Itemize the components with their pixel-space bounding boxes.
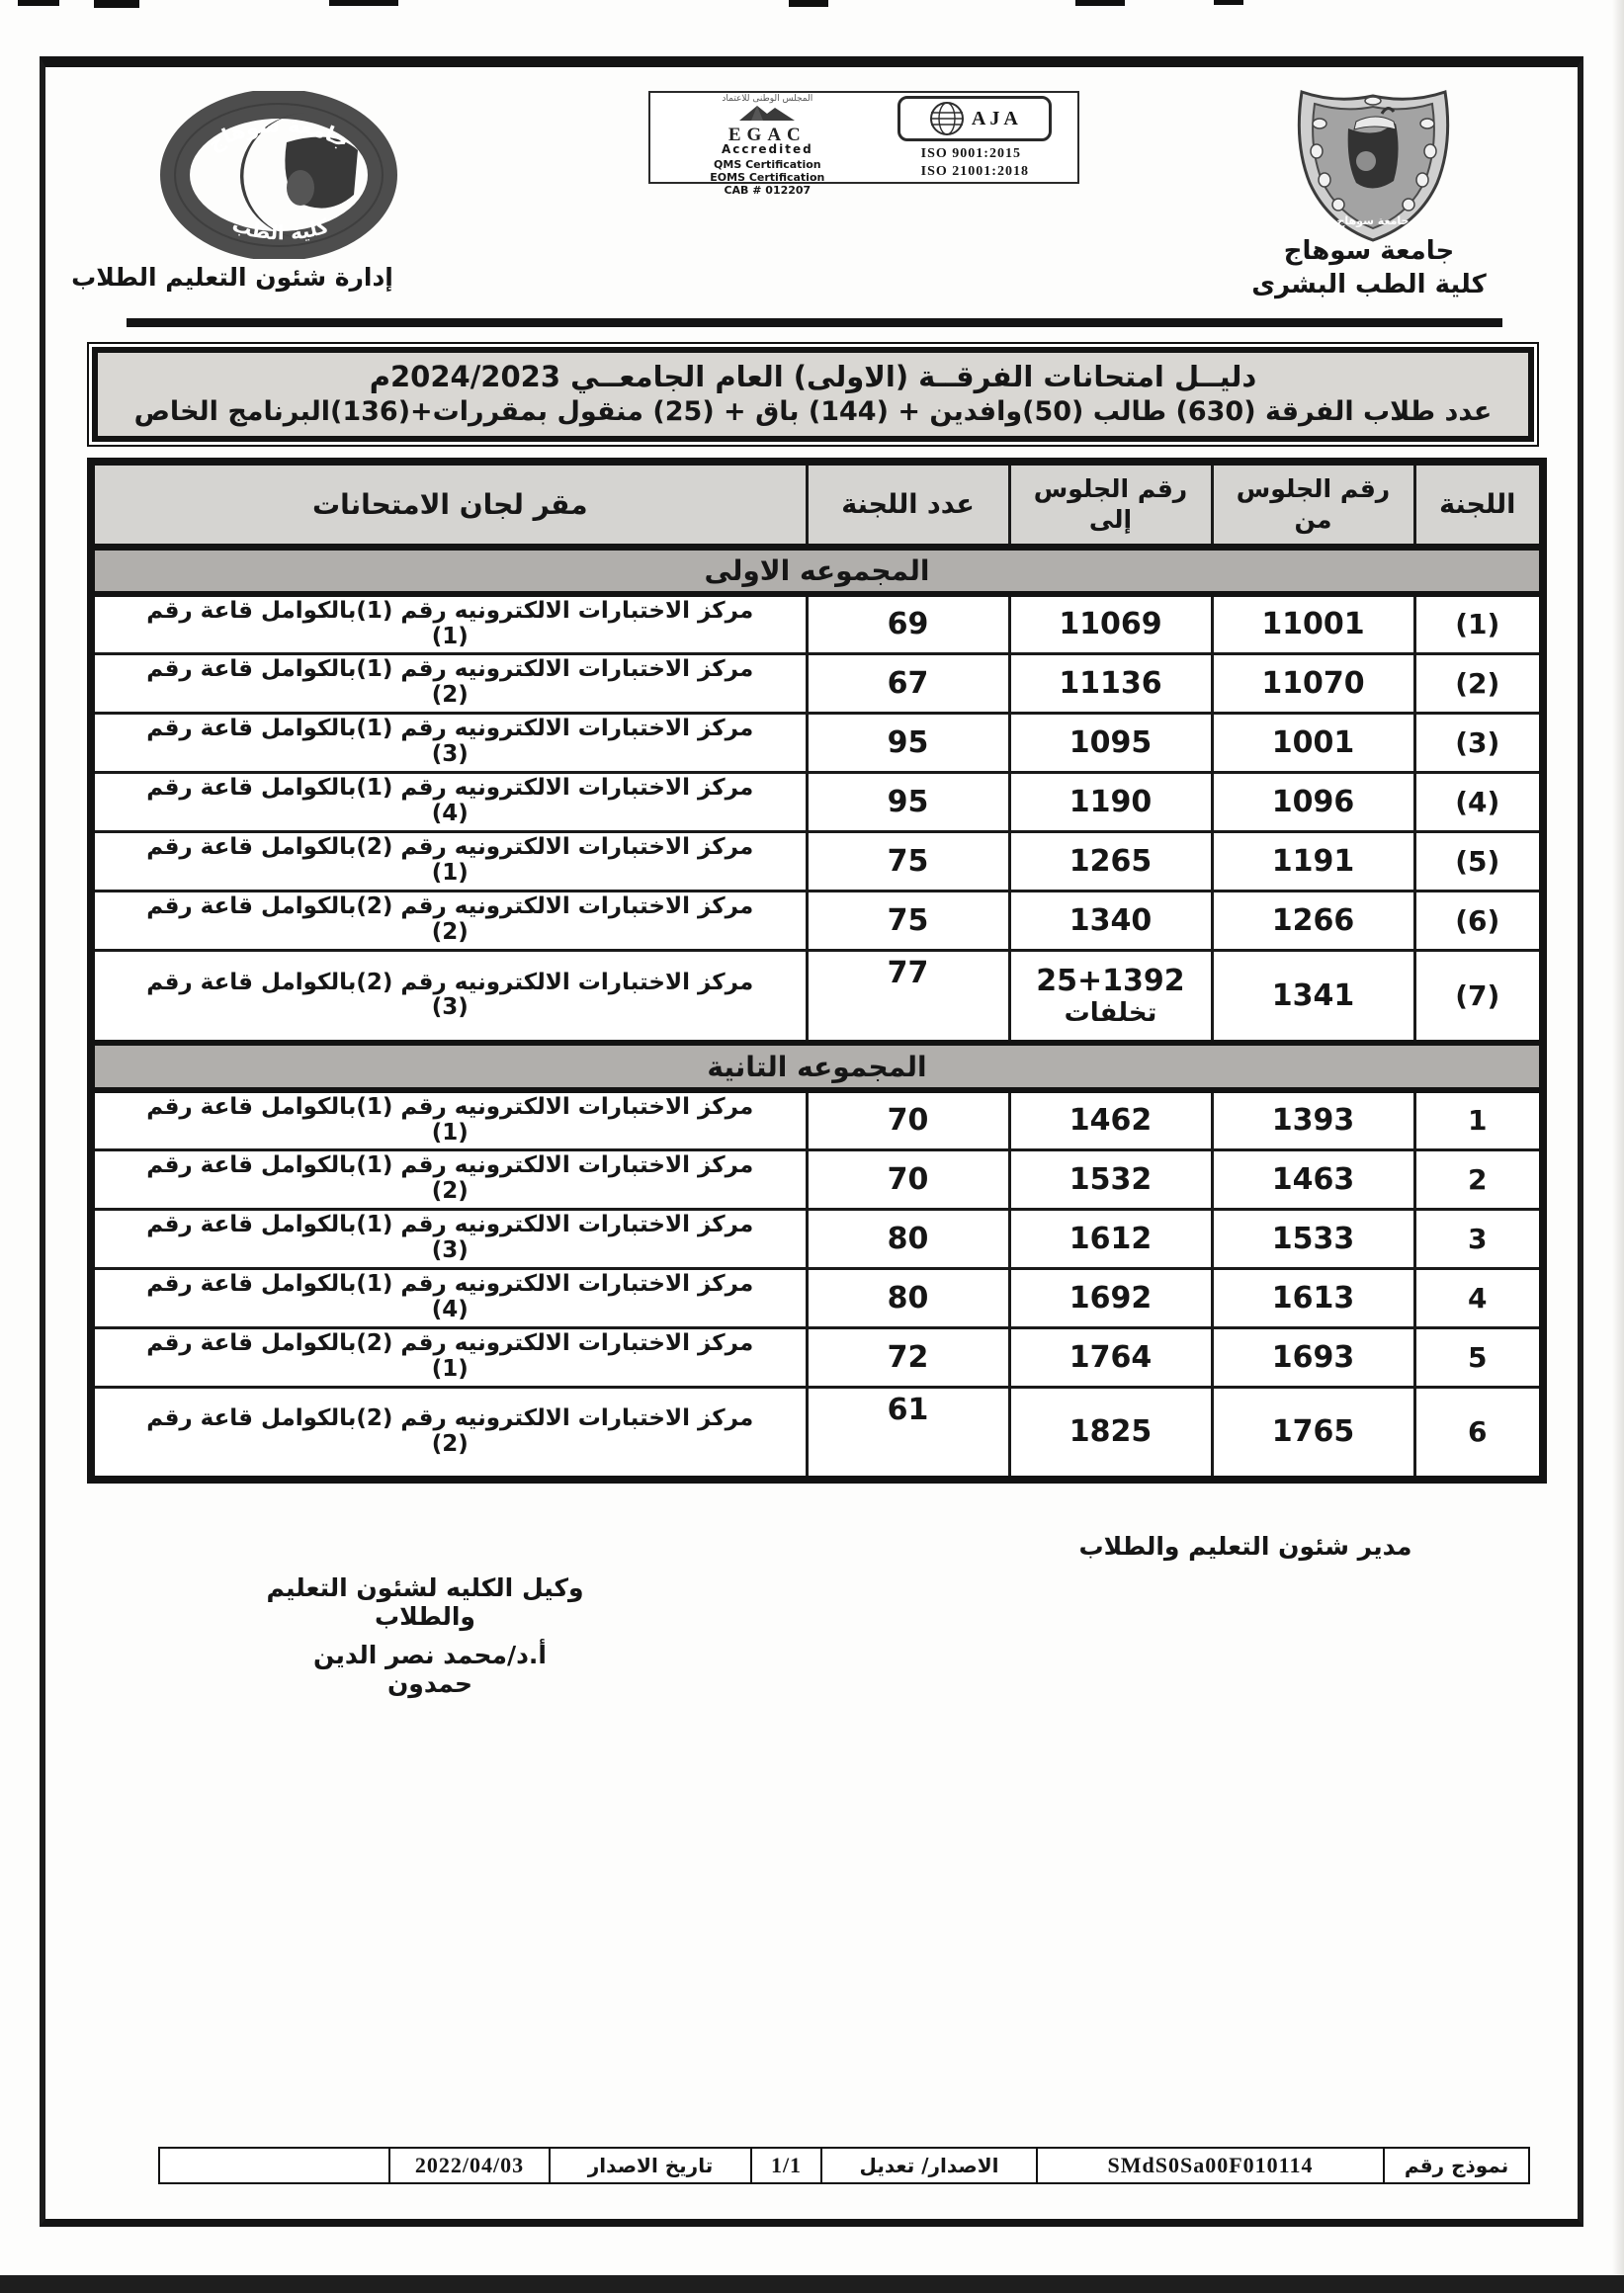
seat-from-cell: 1001 xyxy=(1212,713,1414,772)
table-row xyxy=(91,1209,1543,1268)
seat-to-value: 1340 xyxy=(1068,902,1153,938)
venue-hall-number: (2) xyxy=(431,919,469,945)
venue-text: مركز الاختبارات الالكترونيه رقم (1)بالكوامل قاعة رقم xyxy=(146,1271,754,1298)
seat-from-cell: 1613 xyxy=(1212,1268,1414,1327)
committee-count-cell: 69 xyxy=(807,594,1009,653)
committee-count-cell: 75 xyxy=(807,891,1009,950)
committee-number-cell: (3) xyxy=(1414,713,1543,772)
venue-hall-number: (1) xyxy=(431,1356,469,1382)
committee-count-cell: 67 xyxy=(807,653,1009,713)
aja-title: AJA xyxy=(971,107,1022,129)
exam-table-body xyxy=(91,547,1543,1480)
scan-artifact xyxy=(329,0,398,6)
seat-to-cell xyxy=(1009,713,1212,772)
student-count-subtitle: عدد طلاب الفرقة (630) طالب (50)وافدين + (144) باق + (25) منقول بمقررات+(136)البرنامج الخاص xyxy=(133,396,1493,427)
department-label: إدارة شئون التعليم الطلاب xyxy=(71,263,393,292)
egac-logo xyxy=(656,94,879,198)
venue-hall-number: (2) xyxy=(431,1178,469,1204)
table-row xyxy=(91,1090,1543,1149)
seat-to-cell xyxy=(1009,1090,1212,1149)
venue-text: مركز الاختبارات الالكترونيه رقم (1)بالكوامل قاعة رقم xyxy=(146,716,754,742)
seat-to-value: 1825 xyxy=(1068,1414,1153,1450)
venue-cell xyxy=(91,1327,807,1387)
seat-from-cell: 1393 xyxy=(1212,1090,1414,1149)
seat-to-cell xyxy=(1009,950,1212,1043)
venue-hall-number: (3) xyxy=(431,741,469,767)
venue-hall-number: (1) xyxy=(431,1119,469,1146)
signature-vice-dean-name: أ.د/محمد نصر الدين حمدون xyxy=(313,1641,547,1698)
committee-number-cell: (6) xyxy=(1414,891,1543,950)
seat-to-cell xyxy=(1009,1149,1212,1209)
venue-hall-number: (4) xyxy=(431,1297,469,1322)
venue-hall-number: (2) xyxy=(431,1430,469,1457)
committee-number-cell: (1) xyxy=(1414,594,1543,653)
seat-from-cell: 1533 xyxy=(1212,1209,1414,1268)
venue-cell xyxy=(91,653,807,713)
seat-from-cell: 1341 xyxy=(1212,950,1414,1043)
faculty-shield-logo xyxy=(1287,84,1460,244)
table-row xyxy=(91,1149,1543,1209)
faculty-name: كلية الطب البشرى xyxy=(1251,269,1487,299)
venue-text: مركز الاختبارات الالكترونيه رقم (1)بالكوامل قاعة رقم xyxy=(146,1094,754,1120)
committee-count-cell: 72 xyxy=(807,1327,1009,1387)
venue-cell xyxy=(91,891,807,950)
table-row xyxy=(91,950,1543,1043)
seat-from-line1: رقم الجلوس xyxy=(1236,474,1391,503)
committee-count-cell: 80 xyxy=(807,1209,1009,1268)
exam-guide-title: دليــل امتحانات الفرقــة (الاولى) العام الجامعــي 2024/2023م xyxy=(369,360,1257,393)
seat-from-cell: 11070 xyxy=(1212,653,1414,713)
form-number-label: نموذج رقم xyxy=(1383,2149,1528,2182)
scan-bottom-band xyxy=(0,2275,1624,2293)
venue-text: مركز الاختبارات الالكترونيه رقم (2)بالكوامل قاعة رقم xyxy=(146,893,754,920)
seat-from-cell: 1266 xyxy=(1212,891,1414,950)
scan-edge-streak xyxy=(1612,0,1624,2293)
seat-to-value: 25+1392 xyxy=(1036,963,1185,998)
venue-hall-number: (3) xyxy=(431,994,469,1021)
iso-line: ISO 9001:2015 xyxy=(920,146,1021,161)
egac-line: QMS Certification xyxy=(714,157,821,171)
venue-cell xyxy=(91,950,807,1043)
seat-from-cell: 1463 xyxy=(1212,1149,1414,1209)
venue-cell xyxy=(91,1268,807,1327)
seat-from-line2: من xyxy=(1294,505,1332,535)
committee-number-cell: 6 xyxy=(1414,1387,1543,1480)
seat-to-line2: إلى xyxy=(1088,505,1133,535)
exam-committees-table xyxy=(87,458,1547,1484)
venue-text: مركز الاختبارات الالكترونيه رقم (1)بالكوامل قاعة رقم xyxy=(146,1212,754,1238)
table-row xyxy=(91,831,1543,891)
seal-bottom-text: كلية الطب xyxy=(229,212,332,245)
egac-pyramid-icon xyxy=(735,104,799,122)
university-name: جامعة سوهاج xyxy=(1283,236,1455,266)
footer-empty-cell xyxy=(160,2149,388,2182)
seat-to-value: 1190 xyxy=(1068,784,1153,819)
group-band-row xyxy=(91,547,1543,594)
egac-subtitle: Accredited xyxy=(721,142,813,157)
venue-text: مركز الاختبارات الالكترونيه رقم (1)بالكوامل قاعة رقم xyxy=(146,1152,754,1179)
venue-cell xyxy=(91,594,807,653)
seat-to-value: 11069 xyxy=(1059,607,1162,642)
issue-date-label: تاريخ الاصدار xyxy=(549,2149,750,2182)
venue-hall-number: (4) xyxy=(431,801,469,826)
university-seal-logo xyxy=(160,91,397,259)
seat-to-value: 1612 xyxy=(1068,1221,1153,1256)
seat-from-cell: 1693 xyxy=(1212,1327,1414,1387)
seat-to-note: تخلفات xyxy=(1064,997,1157,1028)
committee-count-cell: 95 xyxy=(807,713,1009,772)
table-header-row xyxy=(91,462,1543,547)
committee-number-cell: 4 xyxy=(1414,1268,1543,1327)
iso-line: ISO 21001:2018 xyxy=(920,163,1029,179)
table-row xyxy=(91,1387,1543,1480)
venue-cell xyxy=(91,772,807,831)
seat-to-cell xyxy=(1009,653,1212,713)
table-row xyxy=(91,713,1543,772)
seat-to-value: 1532 xyxy=(1068,1161,1153,1197)
committee-count-cell: 70 xyxy=(807,1149,1009,1209)
seat-to-value: 1692 xyxy=(1068,1280,1153,1316)
form-number-value: SMdS0Sa00F010114 xyxy=(1036,2149,1383,2182)
table-row xyxy=(91,1268,1543,1327)
seat-to-value: 1265 xyxy=(1068,843,1153,879)
seat-to-cell xyxy=(1009,1209,1212,1268)
committee-count-cell: 61 xyxy=(807,1387,1009,1480)
globe-icon xyxy=(928,100,966,137)
committee-count-cell: 77 xyxy=(807,950,1009,1043)
aja-badge xyxy=(897,96,1052,141)
venue-cell xyxy=(91,1209,807,1268)
column-header-committee: اللجنة xyxy=(1414,462,1543,547)
venue-cell xyxy=(91,1090,807,1149)
committee-count-cell: 75 xyxy=(807,831,1009,891)
venue-cell xyxy=(91,1149,807,1209)
signature-vice-dean-title: وكيل الكليه لشئون التعليم والطلاب xyxy=(266,1573,584,1631)
seat-to-cell xyxy=(1009,594,1212,653)
scan-artifact xyxy=(1075,0,1125,6)
venue-hall-number: (1) xyxy=(431,860,469,886)
table-row xyxy=(91,772,1543,831)
aja-logo xyxy=(879,95,1071,180)
seat-to-cell xyxy=(1009,1268,1212,1327)
egac-line: EOMS Certification xyxy=(710,170,825,184)
seat-to-cell xyxy=(1009,831,1212,891)
column-header-venue: مقر لجان الامتحانات xyxy=(91,462,807,547)
seat-to-line1: رقم الجلوس xyxy=(1033,474,1188,503)
committee-number-cell: 1 xyxy=(1414,1090,1543,1149)
group-band-label: المجموعه الاولى xyxy=(91,547,1543,594)
egac-arabic-arc-text: المجلس الوطنى للاعتماد xyxy=(722,94,813,104)
committee-count-cell: 70 xyxy=(807,1090,1009,1149)
committee-count-cell: 95 xyxy=(807,772,1009,831)
venue-hall-number: (2) xyxy=(431,682,469,708)
table-row xyxy=(91,653,1543,713)
egac-title: EGAC xyxy=(727,125,807,146)
seat-from-cell: 1765 xyxy=(1212,1387,1414,1480)
committee-number-cell: 2 xyxy=(1414,1149,1543,1209)
venue-text: مركز الاختبارات الالكترونيه رقم (1)بالكوامل قاعة رقم xyxy=(146,775,754,802)
committee-number-cell: (4) xyxy=(1414,772,1543,831)
group-band-row xyxy=(91,1043,1543,1090)
committee-number-cell: (5) xyxy=(1414,831,1543,891)
revision-label: الاصدار/ تعديل xyxy=(820,2149,1036,2182)
scan-artifact xyxy=(18,0,59,6)
organization-title xyxy=(1211,235,1527,302)
egac-line: CAB # 012207 xyxy=(724,184,812,198)
seat-to-cell xyxy=(1009,1327,1212,1387)
table-row xyxy=(91,594,1543,653)
seat-to-value: 1462 xyxy=(1068,1103,1153,1139)
venue-text: مركز الاختبارات الالكترونيه رقم (1)بالكوامل قاعة رقم xyxy=(146,656,754,683)
venue-text: مركز الاختبارات الالكترونيه رقم (1)بالكوامل قاعة رقم xyxy=(146,598,754,624)
scan-artifact xyxy=(94,0,139,8)
header-divider-rule xyxy=(127,318,1502,327)
issue-date-value: 2022/04/03 xyxy=(388,2149,549,2182)
column-header-seat-from xyxy=(1212,462,1414,547)
seat-to-value: 1764 xyxy=(1068,1339,1153,1375)
column-header-seat-to xyxy=(1009,462,1212,547)
scan-artifact xyxy=(1214,0,1243,5)
certification-box xyxy=(648,91,1079,198)
seat-to-cell xyxy=(1009,1387,1212,1480)
shield-caption: جامعة سوهاج xyxy=(1336,214,1410,227)
scan-artifact xyxy=(789,0,828,7)
seat-from-cell: 11001 xyxy=(1212,594,1414,653)
table-row xyxy=(91,891,1543,950)
seat-to-cell xyxy=(1009,772,1212,831)
venue-cell xyxy=(91,1387,807,1480)
seat-from-cell: 1096 xyxy=(1212,772,1414,831)
seat-from-cell: 1191 xyxy=(1212,831,1414,891)
committee-number-cell: 3 xyxy=(1414,1209,1543,1268)
seat-to-value: 1095 xyxy=(1068,724,1153,760)
seat-to-value: 11136 xyxy=(1059,665,1162,701)
committee-count-cell: 80 xyxy=(807,1268,1009,1327)
exam-committees-table-wrap xyxy=(87,458,1539,1484)
column-header-count: عدد اللجنة xyxy=(807,462,1009,547)
signature-director: مدير شئون التعليم والطلاب xyxy=(1078,1532,1412,1561)
venue-text: مركز الاختبارات الالكترونيه رقم (2)بالكوامل قاعة رقم xyxy=(146,834,754,861)
group-band-label: المجموعه التانية xyxy=(91,1043,1543,1090)
venue-text: مركز الاختبارات الالكترونيه رقم (2)بالكوامل قاعة رقم xyxy=(146,969,754,995)
revision-value: 1/1 xyxy=(750,2149,820,2182)
venue-hall-number: (3) xyxy=(431,1237,469,1263)
committee-number-cell: 5 xyxy=(1414,1327,1543,1387)
venue-text: مركز الاختبارات الالكترونيه رقم (2)بالكوامل قاعة رقم xyxy=(146,1330,754,1357)
venue-cell xyxy=(91,713,807,772)
table-row xyxy=(91,1327,1543,1387)
committee-number-cell: (2) xyxy=(1414,653,1543,713)
form-footer-bar xyxy=(158,2147,1530,2184)
seal-top-text: جامعة سوهاج xyxy=(203,112,354,156)
venue-cell xyxy=(91,831,807,891)
document-title-box xyxy=(87,342,1539,447)
venue-text: مركز الاختبارات الالكترونيه رقم (2)بالكوامل قاعة رقم xyxy=(146,1405,754,1431)
seat-to-cell xyxy=(1009,891,1212,950)
venue-hall-number: (1) xyxy=(431,623,469,649)
committee-number-cell: (7) xyxy=(1414,950,1543,1043)
